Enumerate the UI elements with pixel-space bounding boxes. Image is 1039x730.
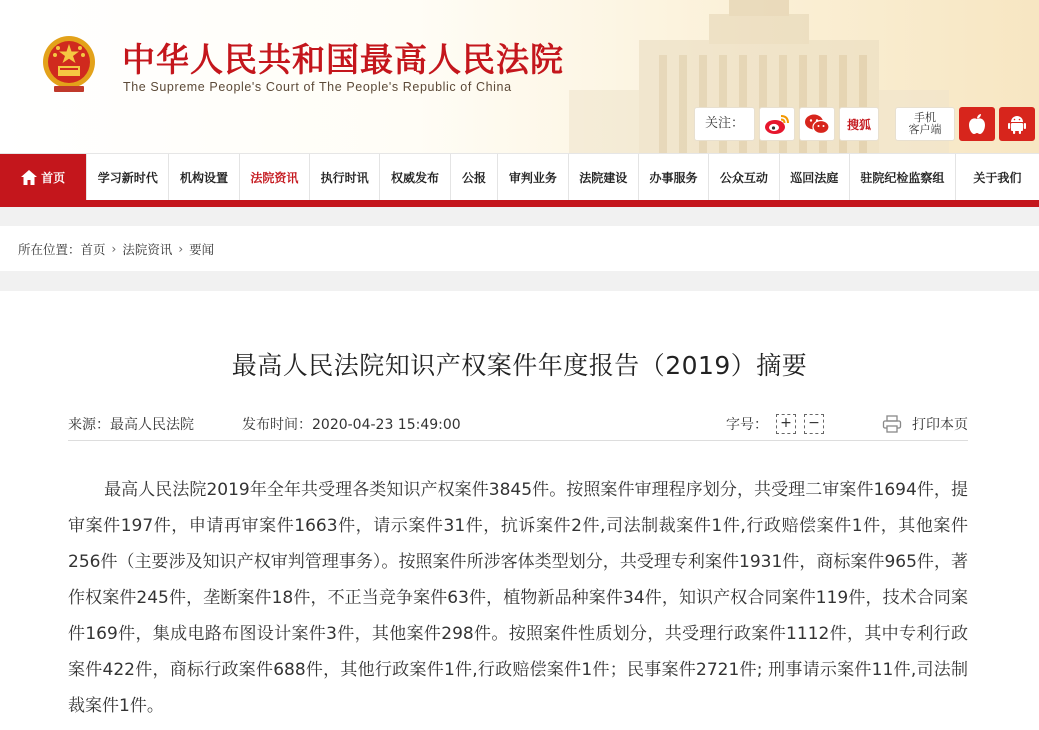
wechat-icon (804, 113, 830, 135)
mobile-label-line2: 客户端 (908, 123, 942, 136)
ios-app-button[interactable] (959, 107, 995, 141)
site-header (0, 0, 1039, 153)
nav-item-circuit-court[interactable]: 巡回法庭 (780, 154, 850, 200)
main-nav (0, 153, 1039, 200)
breadcrumb-home[interactable]: 首页 (80, 242, 106, 257)
weibo-button[interactable] (759, 107, 795, 141)
nav-item-study[interactable]: 学习新时代 (87, 154, 169, 200)
mobile-label-line1: 手机 (914, 111, 936, 124)
article-paragraph (68, 472, 968, 724)
nav-item-organization[interactable]: 机构设置 (169, 154, 239, 200)
weibo-icon (764, 113, 790, 135)
nav-item-about-us[interactable]: 关于我们 (973, 170, 1022, 185)
breadcrumb-court-news[interactable]: 法院资讯 (122, 242, 173, 257)
nav-item-services[interactable]: 办事服务 (639, 154, 709, 200)
article-title: 最高人民法院知识产权案件年度报告（2019）摘要 (231, 351, 808, 380)
apple-icon (967, 113, 987, 135)
breadcrumb-area (0, 207, 1039, 291)
android-app-button[interactable] (999, 107, 1035, 141)
nav-item-public-interaction[interactable]: 公众互动 (709, 154, 779, 200)
national-emblem-icon (40, 34, 98, 94)
font-increase-button[interactable]: + (776, 414, 796, 434)
breadcrumb-prefix: 所在位置： (18, 242, 81, 257)
home-icon (21, 170, 37, 185)
wechat-button[interactable] (799, 107, 835, 141)
print-button[interactable] (882, 414, 968, 434)
nav-item-court-construction[interactable]: 法院建设 (569, 154, 639, 200)
nav-item-gazette[interactable]: 公报 (451, 154, 499, 200)
chevron-right-icon: › (178, 242, 184, 256)
article-source: 来源：最高人民法院 (68, 417, 194, 433)
chevron-right-icon: › (111, 242, 117, 256)
article-body (68, 472, 968, 724)
nav-item-trial-business[interactable]: 审判业务 (498, 154, 568, 200)
nav-accent-bar (0, 200, 1039, 207)
nav-item-label: 首页 (41, 170, 66, 185)
print-label: 打印本页 (912, 417, 968, 433)
nav-item-home[interactable] (0, 154, 87, 200)
meta-divider (68, 440, 968, 441)
printer-icon (882, 415, 902, 433)
breadcrumb-bar (0, 226, 1039, 271)
site-title[interactable]: 中华人民共和国最高人民法院 (122, 40, 564, 79)
article-meta (68, 412, 968, 440)
android-icon (1007, 113, 1027, 135)
font-decrease-button[interactable]: − (804, 414, 824, 434)
font-size-label: 字号： (726, 417, 768, 433)
article-paragraph-text: 最高人民法院2019年全年共受理各类知识产权案件3845件。按照案件审理程序划分，共受理二审案件1694件，提审案件197件，申请再审案件1663件，请示案件31件，抗诉案件2件,司法制裁案件1件,行政赔偿案件1件，其他案件256件（主要涉及知识产权审判管理事务）。按照案件所涉客体类型划分，共受理专利案件1931件，商标案件965件，著作权案件245件，垄断案件18件，不正当竞争案件63件，植物新品种案件34件，知识产权合同案件119件，技术合同案件169件，集成电路布图设计案件3件，其他案件298件。按照案件性质划分，共受理行政案件1112件，其中专利行政案件422件，商标行政案件688件，其他行政案件1件,行政赔偿案件1件；民事案件2721件; 刑事请示案件11件,司法制裁案件1件。 (68, 480, 968, 716)
nav-item-authoritative-release[interactable]: 权威发布 (380, 154, 450, 200)
mobile-client-button[interactable] (895, 107, 955, 141)
font-size-control (726, 414, 824, 434)
breadcrumb (18, 240, 214, 258)
nav-item-court-news[interactable]: 法院资讯 (240, 154, 310, 200)
nav-item-execution-news[interactable]: 执行时讯 (310, 154, 380, 200)
social-follow-bar (694, 106, 1035, 142)
follow-label: 关注： (694, 107, 755, 141)
site-subtitle: The Supreme People's Court of The People's Republic of China (123, 80, 512, 94)
nav-item-discipline-group[interactable]: 驻院纪检监察组 (850, 154, 956, 200)
sohu-button[interactable]: 搜狐 (839, 107, 879, 141)
breadcrumb-headlines[interactable]: 要闻 (189, 242, 215, 257)
article-pubtime: 发布时间：2020-04-23 15:49:00 (242, 417, 461, 433)
